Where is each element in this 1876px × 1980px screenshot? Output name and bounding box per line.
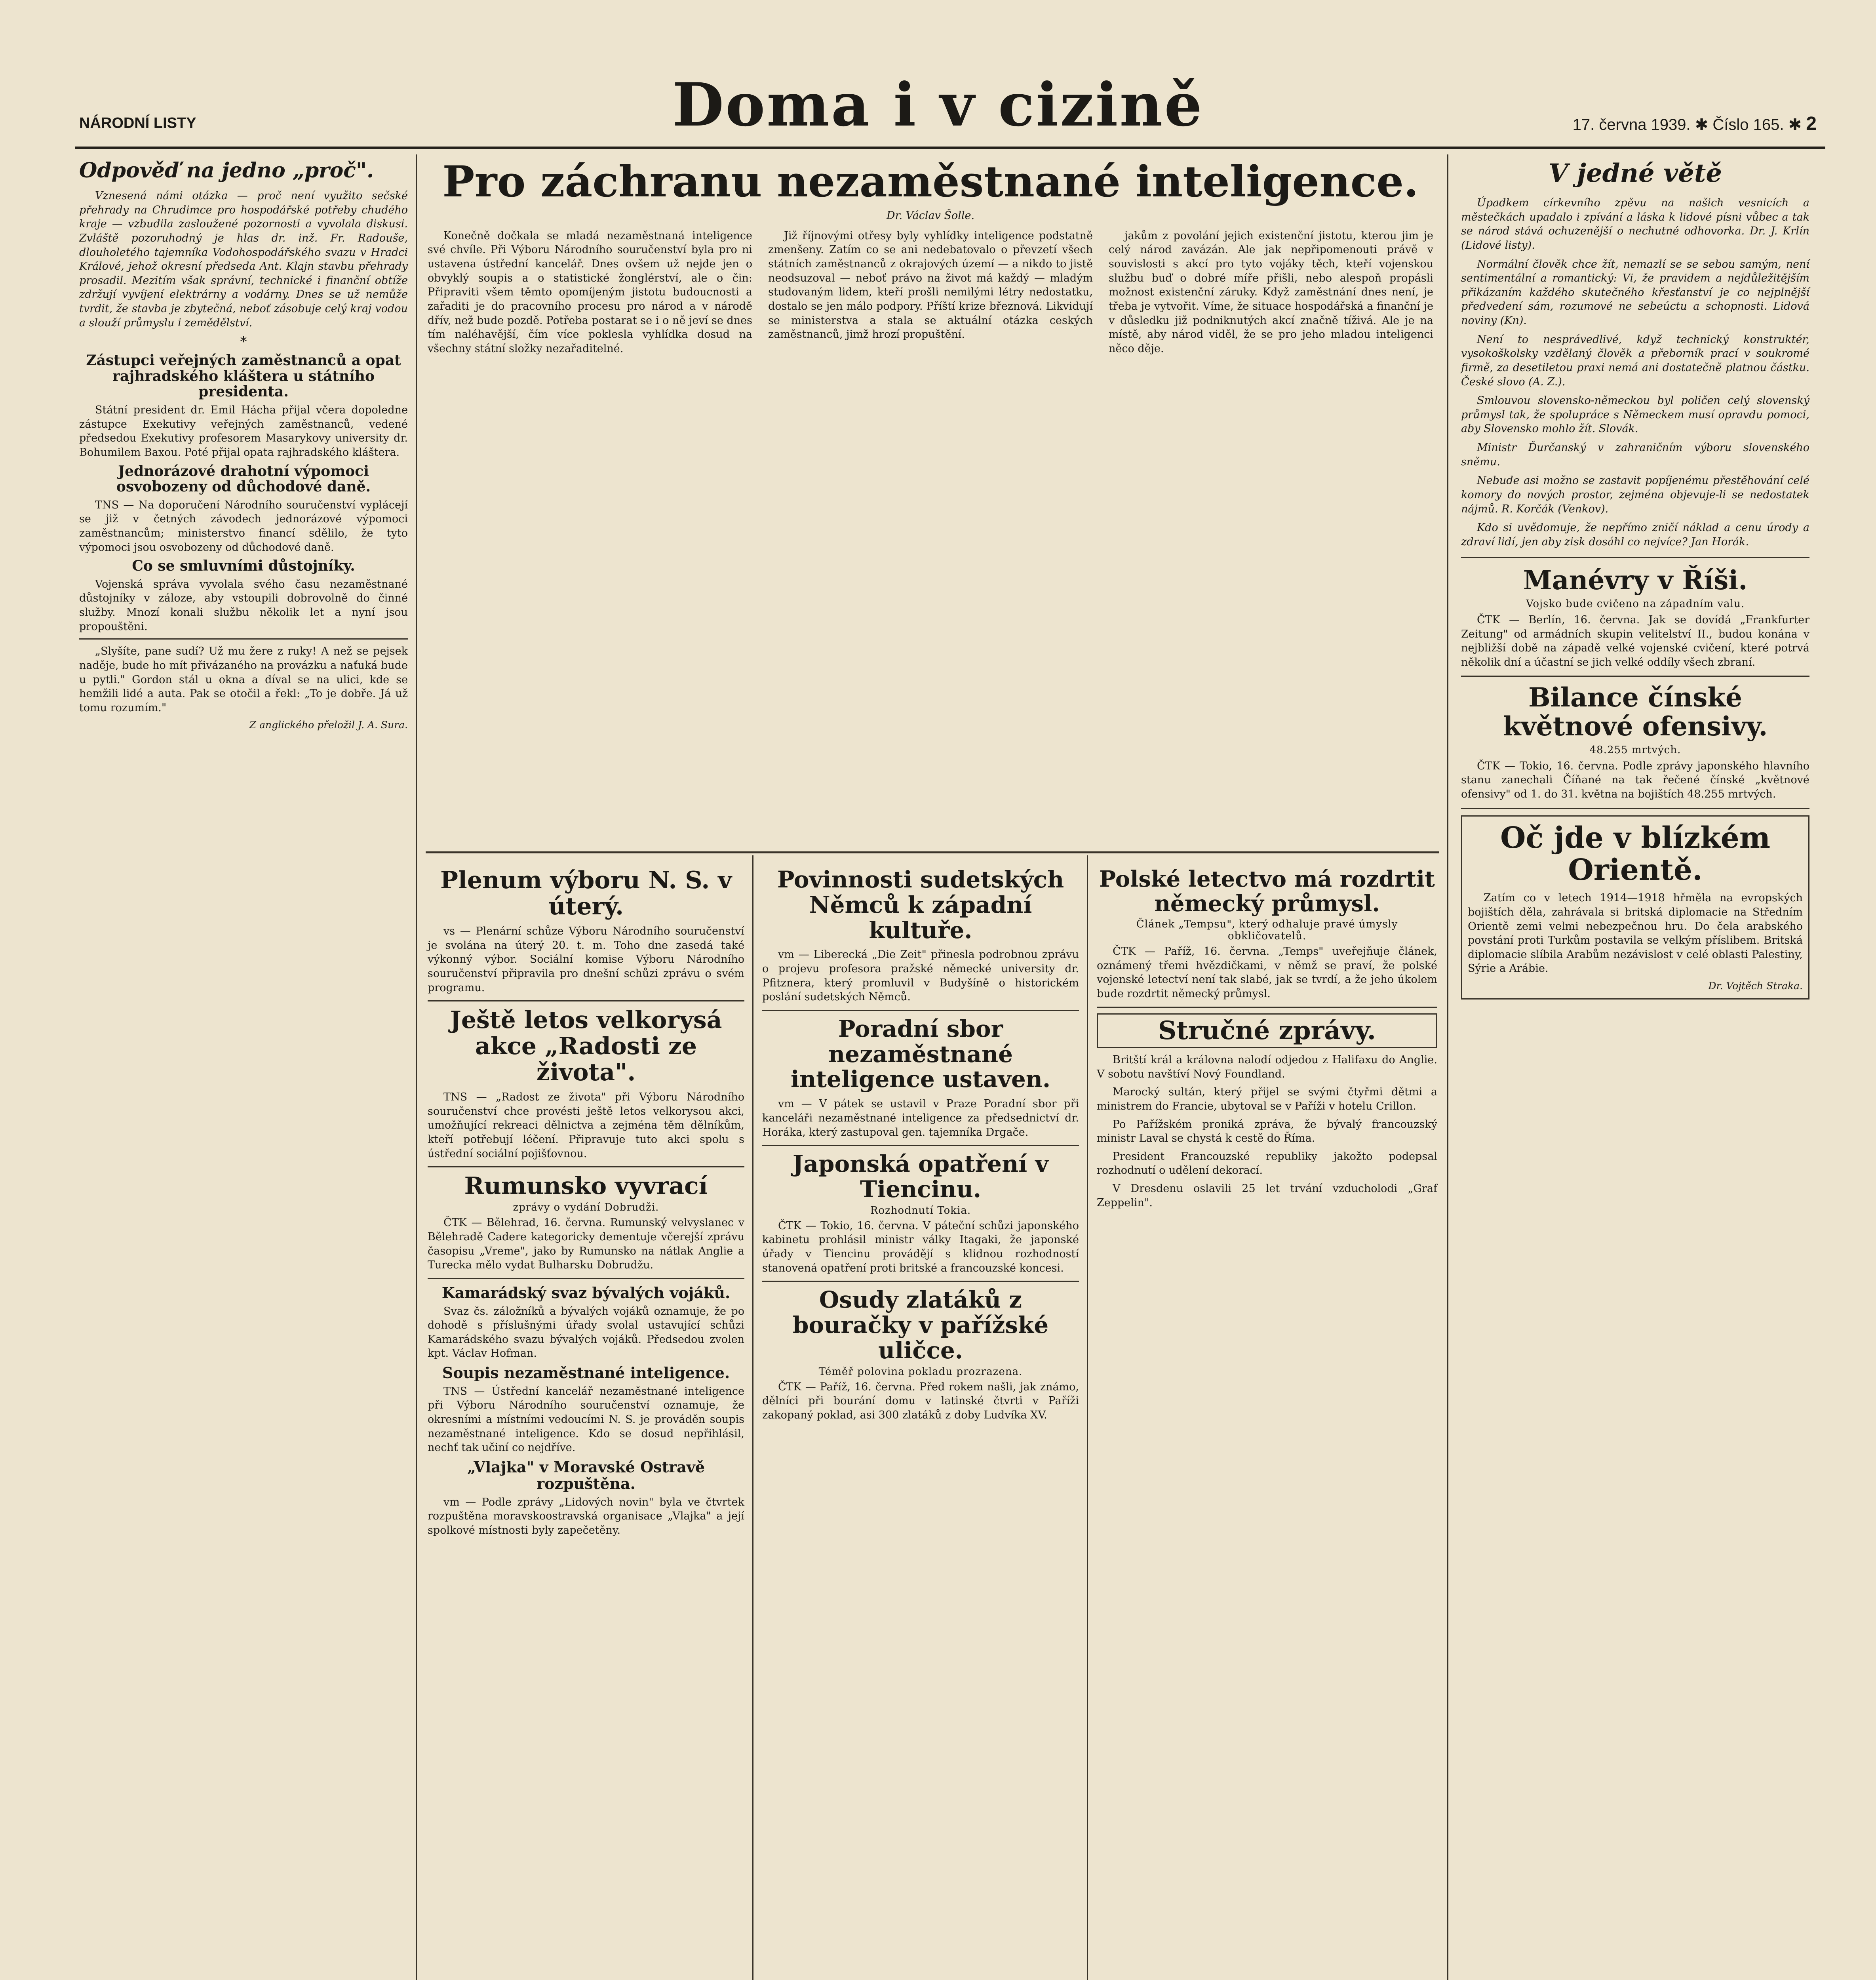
sbor-article [762,1017,1079,1139]
article-headline: Manévry v Říši. [1523,565,1748,596]
article-body [428,1384,744,1455]
right-column [1461,158,1809,1000]
article-headline: Osudy zlatáků z bouračky v pařížské uličce. [792,1286,1049,1364]
left-sub-body [79,403,408,460]
star-separator: * [240,334,247,350]
brief-item: Britští král a královna nalodí odjedou z Halifaxu do Anglie. V sobotu navštíví Nový Foundland. [1097,1054,1437,1080]
one-sentence-list [1461,196,1809,549]
article-subhead: 48.255 mrtvých. [1589,744,1681,756]
left-sub-text: Státní president dr. Emil Hácha přijal včera dopoledne zástupce Exekutivy veřejných zaměstnanců, vedené předsedou Exekutivy profesorem Masarykovy university dr. Bohumilem Baxou. Poté přijal opata rajhradského kláštera. [79,404,408,459]
povinnosti-article [762,867,1079,1004]
lead-column [428,229,752,360]
article-headline: Rumunsko vyvrací [464,1172,708,1200]
article-body [1461,759,1809,802]
brief-item: Marocký sultán, který přijel se svými čtyřmi dětmi a ministrem do Francie, ubytoval se v Paříži v hotelu Crillon. [1097,1086,1437,1112]
article-body [428,1495,744,1538]
section-divider [762,1281,1079,1282]
article-text: ČTK — Tokio, 16. června. Podle zprávy japonského hlavního stanu zanechali Číňané na tak řečené čínské „květnové ofensivy" od 1. do 31. května na bojištích 48.255 mrtvých. [1461,760,1809,800]
article-body [762,1097,1079,1139]
lead-column [1109,229,1433,360]
article-body [428,1216,744,1272]
left-sub-title: Jednorázové drahotní výpomoci osvobozeny od důchodové daně. [116,463,371,495]
middle-column-2 [762,867,1079,1426]
column-rule [1447,154,1448,1980]
left-sub-3 [79,558,408,634]
article-headline: Povinnosti sudetských Němců k západní kultuře. [777,866,1064,944]
article-body [1097,944,1437,1001]
sentence-item: Ministr Ďurčanský v zahraničním výboru slovenského sněmu. [1461,442,1809,468]
article-subhead: Rozhodnutí Tokia. [870,1204,971,1217]
sentence-item: Kdo si uvědomuje, že nepřímo zničí náklad a cenu úrody a zdraví lidí, jen aby zisk dosáhl co nejvíce? Jan Horák. [1461,522,1809,548]
column-rule [416,154,417,1980]
brief-list [1097,1053,1437,1210]
article-text: Zatím co v letech 1914—1918 hřměla na evropských bojištích děla, zahrávala si britská diplomacie na Středním Orientě zemi velmi nebezpečnou hru. Do čela arabského povstání proti Turkům postavila se velkým příslibem. Britská diplomacie slíbila Arabům nezávislost v celé oblasti Palestiny, Sýrie a Arábie. [1468,892,1803,975]
column-rule [1087,855,1088,1980]
article-body [428,1090,744,1161]
japonska-article [762,1152,1079,1275]
plenum-article [428,867,744,995]
left-column-body [79,189,408,330]
star-divider: ✱ [1695,116,1713,133]
translator-credit: Z anglického přeložil J. A. Sura. [249,719,408,731]
article-headline: Soupis nezaměstnané inteligence. [442,1364,730,1382]
sentence-item: Smlouvou slovensko-německou byl poličen celý slovenský průmysl tak, že spolupráce s Německem musí opravdu pomoci, aby Slovensko mohlo žít. Slovák. [1461,394,1809,435]
article-subhead: Vojsko bude cvičeno na západním valu. [1526,598,1745,610]
left-sub-body [79,577,408,634]
article-body [1468,891,1803,976]
section-divider [428,1000,744,1001]
article-text: ČTK — Paříž, 16. června. Před rokem našli, jak známo, dělníci při bourání domu v latinské čtvrti v Paříži zakopaný poklad, asi 300 zlatáků z doby Ludvíka XV. [762,1380,1079,1421]
article-subhead: Článek „Tempsu", který odhaluje pravé úmysly obkličovatelů. [1136,918,1398,942]
lead-bottom-rule [426,851,1439,853]
osudy-article [762,1287,1079,1422]
lead-column-text: Již říjnovými otřesy byly vyhlídky inteligence podstatně zmenšeny. Zatím co se ani nedebatovalo o převzetí všech státních zaměstnanců z okrajových území — a nikdo to jistě neodsuzoval — neboť právo na život má každý — mladým studovaným lidem, kteří prošli nemilými létry nedostatku, dostalo se jen málo podpory. Příští krize březnová. Likvidují se ministerstva a stala se aktuální otázka ceských zaměstnanců, jimž hrozí propuštění. [768,229,1093,341]
article-body [428,1304,744,1361]
brief-item: V Dresdenu oslavili 25 let trvání vzducholodi „Graf Zeppelin". [1097,1182,1437,1209]
lead-column-text: Konečně dočkala se mladá nezaměstnaná inteligence své chvíle. Při Výboru Národního souručenství byla pro ni ustavena ústřední kancelář. Dnes ovšem už nejde jen o obvyklý soupis a o statistické žonglérství, ale o čin: Připraviti všem těmto opomíjeným jistotu budoucnosti a zařaditi je do pracovního procesu pro národ a v národě dřív, než bude pozdě. Potřeba postarat se i o ně jeví se dnes tím naléhavější, čím více poklesla vyhlídka dosud na všechny státní složky nezařaditelné. [428,229,752,355]
section-title: Doma i v cizině [672,70,1204,140]
column-rule [752,855,753,1980]
article-text: ČTK — Tokio, 16. června. V páteční schůzi japonského kabinetu prohlásil ministr války Itagaki, že japonské úřady v Tiencinu provádějí s klidnou rozhodností stanovená opatření proti britské a francouzské koncesi. [762,1219,1079,1274]
article-text: vm — Liberecká „Die Zeit" přinesla podrobnou zprávu o projevu profesora pražské německé university dr. Pfitznera, který promluvil v Budyšíně o historickém poslání sudetských Němců. [762,948,1079,1003]
lead-columns [428,229,1433,360]
article-text: Svaz čs. záložníků a bývalých vojáků oznamuje, že po dohodě s příslušnými úřady svolal ustavující schůzi Kamarádského svazu bývalých vojáků. Předsedou zvolen kpt. Václav Hofman. [428,1305,744,1360]
article-body [762,1380,1079,1422]
left-body-text: Vznesená námi otázka — proč není využito sečské přehrady na Chrudimce pro hospodářské potřeby chudého kraje — vzbudila zasloužené pozornosti a vyvolala diskusi. Zvláště pozoruhodný je hlas dr. inž. Fr. Radouše, dlouholetého tajemníka Vodohospodářského svazu v Hradci Králové, jehož okresní předseda Ant. Klajn stavbu přehrady prosadil. Mezitím však správní, technické i finanční obtíže zdržují vyvíjení elektrárny a vodárny. Dnes se už nemůže tvrdit, že stavba je zbytečná, neboť zásobuje celý kraj vodou a slouží průmyslu i zemědělství. [79,190,408,329]
article-text: ČTK — Berlín, 16. června. Jak se dovídá „Frankfurter Zeitung" od armádních skupin velitelství II., budou konána v nejbližší době na západě velké vojenské cvičení, které potrvá několik dní a účastní se jich velké oddíly všech zbraní. [1461,613,1809,668]
article-text: ČTK — Bělehrad, 16. června. Rumunský velvyslanec v Bělehradě Cadere kategoricky dementuje včerejší zprávu časopisu „Vreme", jako by Rumunsko na nátlak Anglie a Turecka mělo vydat Bulharsku Dobrudžu. [428,1217,744,1272]
masthead-date-line [1573,113,1817,135]
manevry-article [1461,566,1809,669]
sentence-item: Normální člověk chce žít, nemazlí se se sebou samým, není sentimentální a romantický: Vi, že pravidem a nejdůležitějším přikázaním každého skutečného křesťanství je co nejplnější předvedení sám, rozumové ne sebeúctu a schopnosti. Lidová noviny (Kn). [1461,258,1809,327]
bilance-article [1461,683,1809,801]
brief-item: Po Pařížském proniká zpráva, že bývalý francouzský ministr Laval se chystá k cestě do Říma. [1097,1118,1437,1145]
lead-column-text: jakům z povolání jejich existenční jistotu, kterou jim je celý národ zavázán. Ale jak nepřipomenouti právě v souvislosti s akcí pro tyto vojáky těch, kteří vojenskou službu buď o dobré míře přišli, nebo alespoň propásli možnost existenční záruky. Když zaměstnání dnes není, je třeba je vytvořit. Víme, že situace hospodářská a finanční je v důsledku již podniknutých akcí značně tíživá. Ale je na místě, aby národ viděl, že se pro jeho mladou inteligenci něco děje. [1109,229,1433,355]
masthead-rule [75,147,1825,149]
sentence-item: Nebude asi možno se zastavit popíjenému přestěhování celé komory do nových prostor, zejména objevuje-li se nedostatek nájmů. R. Korčák (Venkov). [1461,474,1809,515]
article-text: TNS — „Radost ze života" při Výboru Národního souručenství chce provésti ještě letos velkorysou akci, umožňující rekreaci dělnictva a zejména těm dělníkům, kteří potřebují léčení. Připravuje tuto akci spolu s ústřední sociální pojišťovnou. [428,1091,744,1160]
story-divider [79,638,408,640]
article-text: vm — Podle zprávy „Lidových novin" byla ve čtvrtek rozpuštěna moravskoostravská organisace „Vlajka" a její spolkové místnosti byly zapečetěny. [428,1496,744,1536]
middle-column-3 [1097,867,1437,1214]
article-body [762,948,1079,1004]
paper-name: NÁRODNÍ LISTY [79,115,196,131]
issue-date: 17. června 1939. [1572,116,1691,133]
left-column [79,158,408,732]
radost-article [428,1007,744,1161]
left-sub-title: Co se smluvními důstojníky. [132,558,355,575]
article-author: Dr. Vojtěch Straka. [1708,980,1803,992]
article-headline: Ještě letos velkorysá akce „Radosti ze života". [450,1006,722,1087]
left-sub-title: Zástupci veřejných zaměstnanců a opat rajhradského kláštera u státního presidenta. [86,352,401,400]
article-headline: Kamarádský svaz bývalých vojáků. [441,1283,731,1302]
sentence-item: Úpadkem církevního zpěvu na našich vesnicích a městečkách upadalo i zpívání a láska k lidové písni vůbec a tak se národ stává ochuzenější o nechutné odhovorka. Dr. J. Krlín (Lidové listy). [1461,197,1809,251]
article-body [428,924,744,995]
article-headline: Plenum výboru N. S. v úterý. [440,866,732,920]
article-headline: Bilance čínské květnové ofensivy. [1503,682,1768,742]
article-headline: Poradní sbor nezaměstnané inteligence ustaven. [790,1015,1051,1093]
brief-item: President Francouzské republiky jakožto podepsal rozhodnutí o udělení dekorací. [1097,1150,1437,1177]
article-text: vs — Plenární schůze Výboru Národního souručenství je svolána na úterý 20. t. m. Toho dne zasedá také výkonný výbor. Sociální komise Výboru Národního souručenství připravila pro dnešní schůzi zprávu o svém programu. [428,925,744,994]
orient-article [1461,815,1809,1000]
section-divider [1461,808,1809,809]
article-headline: Oč jde v blízkém Orientě. [1500,821,1771,887]
kamaradsky-article [428,1285,744,1361]
lead-headline: Pro záchranu nezaměstnané inteligence. [442,157,1419,207]
article-body [1461,613,1809,670]
section-divider [762,1145,1079,1146]
section-divider [1461,676,1809,677]
lead-column [768,229,1093,360]
section-divider [428,1166,744,1167]
soupis-article [428,1365,744,1455]
article-subhead: Téměř polovina pokladu prozrazena. [818,1365,1023,1378]
left-sub-2 [79,464,408,555]
rumunsko-article [428,1173,744,1272]
left-sub-body [79,498,408,555]
section-divider [762,1010,1079,1011]
sentence-item: Není to nesprávedlivé, když technický konstruktér, vysokoškolsky vzdělaný člověk a přeborník prací v soukromé firmě, za desetiletou praxi nemá ani dostatečně platnou částku. České slovo (A. Z.). [1461,333,1809,388]
article-headline: Stručné zprávy. [1097,1013,1437,1048]
lead-article [428,158,1433,360]
middle-column-1 [428,867,744,1541]
vlajka-article [428,1459,744,1537]
lead-byline: Dr. Václav Šolle. [886,209,975,222]
left-sub-text: TNS — Na doporučení Národního souručenství vyplácejí se již v četných závodech jednorázové výpomoci zaměstnancům; ministerstvo financí sdělilo, že tyto výpomoci jsou osvobozeny od důchodové daně. [79,499,408,554]
right-column-title: V jedné větě [1548,158,1722,188]
article-text: TNS — Ústřední kancelář nezaměstnané inteligence při Výboru Národního souručenství oznamuje, že okresními a místními vedoucími N. S. je prováděn soupis nezaměstnané inteligence. Kdo se dosud nepřihlásil, nechť tak učiní co nejdříve. [428,1385,744,1454]
left-sub-1 [79,353,408,459]
article-body [762,1219,1079,1276]
left-column-title: Odpověď na jedno „proč". [79,158,374,183]
article-text: ČTK — Paříž, 16. června. „Temps" uveřejňuje článek, oznámený třemi hvězdičkami, v němž se praví, že polské vojenské letectví není tak slabé, jak se tvrdí, a že jeho úkolem bude rozdrtit německý průmysl. [1097,945,1437,1000]
serial-story [79,644,408,715]
page-number: 2 [1806,113,1817,134]
issue-number: Číslo 165. [1712,116,1784,133]
serial-story-text: „Slyšíte, pane sudí? Už mu žere z ruky! A než se pejsek naděje, bude ho mít přivázaného na provázku a naťuká bude u pytli." Gordon stál u okna a díval se na ulici, kde se hemžili lidé a auta. Pak se otočil a řekl: „To je dobře. Já už tomu rozumím." [79,645,408,714]
section-divider [1461,557,1809,558]
article-text: vm — V pátek se ustavil v Praze Poradní sbor při kanceláři nezaměstnané inteligence za předsednictví dr. Horáka, který zastupoval gen. tajemníka Drgače. [762,1098,1079,1138]
article-headline: Polské letectvo má rozdrtit německý průmysl. [1099,866,1435,917]
section-divider [428,1278,744,1279]
left-sub-text: Vojenská správa vyvolala svého času nezaměstnané důstojníky v záloze, aby vstoupili dobrovolně do činné služby. Mnozí konali službu několik let a nyní jsou propouštěni. [79,578,408,633]
article-headline: „Vlajka" v Moravské Ostravě rozpuštěna. [467,1458,705,1493]
strucne-zpravy [1097,1013,1437,1210]
section-divider [1097,1007,1437,1008]
article-headline: Japonská opatření v Tiencinu. [792,1150,1049,1203]
article-subhead: zprávy o vydání Dobrudži. [513,1201,659,1214]
star-divider: ✱ [1788,116,1806,133]
letectvo-article [1097,867,1437,1001]
